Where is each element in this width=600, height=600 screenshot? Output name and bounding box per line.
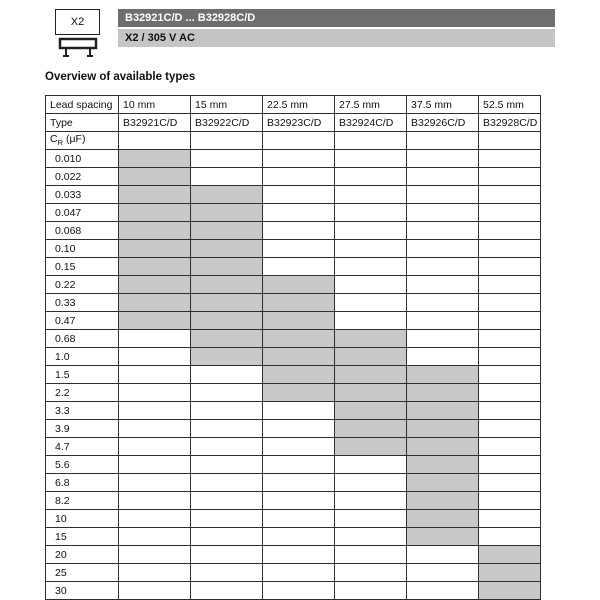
capacitance-label: 8.2 — [46, 492, 119, 510]
availability-cell-blank — [335, 186, 407, 204]
availability-cell-blank — [263, 510, 335, 528]
availability-cell-blank — [479, 474, 541, 492]
capacitance-label: 0.033 — [46, 186, 119, 204]
cr-header-row — [46, 132, 541, 150]
availability-cell-shaded — [191, 312, 263, 330]
availability-cell-blank — [263, 240, 335, 258]
availability-cell-shaded — [407, 366, 479, 384]
availability-cell-shaded — [263, 276, 335, 294]
table-row — [46, 150, 541, 168]
availability-cell-blank — [191, 420, 263, 438]
table-row — [46, 240, 541, 258]
x2-class-badge — [55, 9, 100, 35]
availability-cell-blank — [335, 474, 407, 492]
availability-cell-blank — [479, 240, 541, 258]
availability-cell-blank — [335, 546, 407, 564]
blank-cell — [335, 132, 407, 150]
capacitance-label: 30 — [46, 582, 119, 600]
table-row — [46, 510, 541, 528]
availability-cell-blank — [335, 456, 407, 474]
part-range-bar: B32921C/D ... B32928C/D — [118, 9, 555, 27]
availability-cell-blank — [407, 258, 479, 276]
availability-cell-shaded — [407, 528, 479, 546]
availability-cell-blank — [335, 168, 407, 186]
table-row — [46, 582, 541, 600]
availability-cell-shaded — [191, 204, 263, 222]
availability-cell-blank — [335, 204, 407, 222]
availability-cell-shaded — [335, 402, 407, 420]
availability-cell-blank — [191, 546, 263, 564]
blank-cell — [119, 132, 191, 150]
cr-symbol: C — [50, 133, 58, 146]
type-value-cell: B32924C/D — [335, 114, 407, 132]
availability-cell-shaded — [335, 330, 407, 348]
availability-cell-blank — [407, 240, 479, 258]
availability-cell-blank — [407, 186, 479, 204]
availability-cell-shaded — [335, 384, 407, 402]
availability-cell-blank — [479, 150, 541, 168]
capacitance-label: 2.2 — [46, 384, 119, 402]
availability-cell-blank — [263, 492, 335, 510]
capacitance-label: 0.68 — [46, 330, 119, 348]
availability-cell-blank — [335, 528, 407, 546]
type-value-cell: B32926C/D — [407, 114, 479, 132]
availability-cell-shaded — [407, 402, 479, 420]
availability-cell-blank — [479, 456, 541, 474]
table-row — [46, 474, 541, 492]
availability-cell-shaded — [407, 384, 479, 402]
availability-cell-blank — [119, 402, 191, 420]
availability-cell-shaded — [191, 258, 263, 276]
cr-subscript: R — [57, 138, 64, 148]
availability-cell-blank — [407, 294, 479, 312]
capacitance-label: 1.5 — [46, 366, 119, 384]
availability-cell-blank — [263, 564, 335, 582]
availability-cell-blank — [407, 204, 479, 222]
availability-cell-blank — [479, 330, 541, 348]
availability-cell-blank — [407, 168, 479, 186]
availability-cell-blank — [119, 528, 191, 546]
lead-spacing-value-cell: 10 mm — [119, 96, 191, 114]
table-row — [46, 204, 541, 222]
availability-cell-blank — [119, 330, 191, 348]
availability-cell-blank — [335, 312, 407, 330]
availability-cell-shaded — [263, 366, 335, 384]
availability-cell-blank — [479, 402, 541, 420]
availability-cell-shaded — [335, 348, 407, 366]
availability-cell-blank — [407, 276, 479, 294]
availability-cell-blank — [479, 312, 541, 330]
cr-unit: (μF) — [66, 133, 86, 146]
availability-cell-blank — [191, 564, 263, 582]
availability-cell-blank — [479, 168, 541, 186]
availability-cell-shaded — [407, 510, 479, 528]
table-row — [46, 186, 541, 204]
availability-cell-shaded — [191, 348, 263, 366]
availability-cell-shaded — [191, 240, 263, 258]
availability-cell-blank — [335, 582, 407, 600]
availability-cell-shaded — [191, 186, 263, 204]
table-row — [46, 366, 541, 384]
availability-cell-blank — [335, 150, 407, 168]
availability-cell-blank — [263, 420, 335, 438]
availability-cell-blank — [407, 150, 479, 168]
availability-cell-shaded — [263, 312, 335, 330]
availability-cell-blank — [191, 474, 263, 492]
availability-cell-blank — [191, 582, 263, 600]
availability-cell-shaded — [479, 546, 541, 564]
availability-cell-blank — [263, 258, 335, 276]
table-row — [46, 258, 541, 276]
availability-cell-shaded — [119, 222, 191, 240]
availability-cell-blank — [479, 258, 541, 276]
availability-cell-blank — [191, 438, 263, 456]
availability-cell-blank — [119, 582, 191, 600]
availability-cell-blank — [191, 510, 263, 528]
availability-cell-shaded — [119, 276, 191, 294]
availability-cell-blank — [263, 186, 335, 204]
availability-cell-blank — [263, 402, 335, 420]
table-row — [46, 438, 541, 456]
availability-cell-shaded — [479, 564, 541, 582]
availability-cell-blank — [335, 222, 407, 240]
availability-cell-blank — [479, 492, 541, 510]
availability-cell-blank — [191, 402, 263, 420]
type-value-cell: B32922C/D — [191, 114, 263, 132]
availability-cell-blank — [119, 564, 191, 582]
availability-cell-blank — [119, 474, 191, 492]
table-row — [46, 168, 541, 186]
table-row — [46, 384, 541, 402]
type-value-cell: B32928C/D — [479, 114, 541, 132]
table-row — [46, 564, 541, 582]
table-row — [46, 492, 541, 510]
lead-spacing-value-cell: 22.5 mm — [263, 96, 335, 114]
availability-cell-blank — [263, 222, 335, 240]
availability-cell-blank — [479, 294, 541, 312]
availability-cell-blank — [263, 438, 335, 456]
availability-cell-blank — [263, 582, 335, 600]
availability-cell-blank — [191, 492, 263, 510]
availability-cell-blank — [479, 204, 541, 222]
type-header-cell: Type — [46, 114, 119, 132]
availability-cell-blank — [479, 528, 541, 546]
capacitance-label: 0.10 — [46, 240, 119, 258]
type-value-cell: B32923C/D — [263, 114, 335, 132]
availability-cell-blank — [407, 582, 479, 600]
availability-cell-blank — [407, 348, 479, 366]
availability-cell-blank — [119, 492, 191, 510]
availability-cell-blank — [407, 312, 479, 330]
blank-cell — [479, 132, 541, 150]
availability-cell-blank — [191, 150, 263, 168]
table-row — [46, 456, 541, 474]
availability-cell-blank — [479, 384, 541, 402]
blank-cell — [263, 132, 335, 150]
availability-cell-blank — [335, 294, 407, 312]
capacitance-label: 0.047 — [46, 204, 119, 222]
availability-cell-shaded — [263, 348, 335, 366]
availability-cell-shaded — [407, 474, 479, 492]
availability-cell-blank — [335, 240, 407, 258]
capacitance-label: 4.7 — [46, 438, 119, 456]
x2-class-label: X2 — [70, 16, 85, 28]
table-row — [46, 312, 541, 330]
availability-cell-shaded — [407, 438, 479, 456]
capacitance-label: 3.9 — [46, 420, 119, 438]
availability-cell-blank — [479, 420, 541, 438]
table-row — [46, 420, 541, 438]
capacitance-label: 0.15 — [46, 258, 119, 276]
table-row — [46, 348, 541, 366]
availability-cell-shaded — [407, 492, 479, 510]
capacitance-label: 0.022 — [46, 168, 119, 186]
availability-cell-blank — [407, 222, 479, 240]
cr-header-cell — [46, 132, 119, 150]
availability-cell-shaded — [479, 582, 541, 600]
availability-cell-blank — [335, 492, 407, 510]
table-row — [46, 222, 541, 240]
availability-cell-blank — [479, 366, 541, 384]
availability-cell-shaded — [407, 456, 479, 474]
capacitance-label: 0.010 — [46, 150, 119, 168]
availability-cell-blank — [119, 420, 191, 438]
availability-cell-shaded — [335, 366, 407, 384]
availability-cell-blank — [263, 456, 335, 474]
type-header-row — [46, 114, 541, 132]
availability-cell-shaded — [263, 330, 335, 348]
table-row — [46, 294, 541, 312]
availability-cell-shaded — [119, 186, 191, 204]
availability-cell-blank — [119, 384, 191, 402]
capacitance-label: 10 — [46, 510, 119, 528]
availability-cell-blank — [335, 564, 407, 582]
availability-cell-shaded — [119, 312, 191, 330]
availability-cell-blank — [191, 366, 263, 384]
availability-cell-blank — [479, 276, 541, 294]
availability-cell-blank — [119, 348, 191, 366]
availability-rows — [46, 150, 541, 600]
availability-cell-blank — [479, 348, 541, 366]
availability-cell-shaded — [335, 420, 407, 438]
table-row — [46, 276, 541, 294]
availability-cell-blank — [407, 564, 479, 582]
availability-cell-shaded — [263, 384, 335, 402]
availability-cell-blank — [335, 276, 407, 294]
availability-cell-shaded — [191, 330, 263, 348]
availability-cell-blank — [263, 150, 335, 168]
type-value-cell: B32921C/D — [119, 114, 191, 132]
capacitance-label: 1.0 — [46, 348, 119, 366]
capacitance-label: 3.3 — [46, 402, 119, 420]
capacitance-label: 0.22 — [46, 276, 119, 294]
capacitance-label: 20 — [46, 546, 119, 564]
availability-cell-shaded — [119, 240, 191, 258]
availability-cell-blank — [191, 456, 263, 474]
availability-cell-blank — [263, 204, 335, 222]
section-heading: Overview of available types — [45, 71, 196, 83]
availability-cell-shaded — [191, 294, 263, 312]
availability-cell-blank — [119, 438, 191, 456]
availability-cell-blank — [119, 366, 191, 384]
availability-cell-shaded — [407, 420, 479, 438]
overview-table — [45, 95, 541, 600]
table-row — [46, 402, 541, 420]
availability-cell-shaded — [335, 438, 407, 456]
availability-cell-shaded — [191, 276, 263, 294]
availability-cell-blank — [119, 510, 191, 528]
availability-cell-blank — [479, 438, 541, 456]
table-row — [46, 546, 541, 564]
availability-cell-blank — [119, 456, 191, 474]
capacitance-label: 6.8 — [46, 474, 119, 492]
capacitance-label: 0.068 — [46, 222, 119, 240]
lead-spacing-value-cell: 37.5 mm — [407, 96, 479, 114]
availability-cell-shaded — [119, 204, 191, 222]
availability-cell-blank — [191, 384, 263, 402]
availability-cell-blank — [263, 528, 335, 546]
availability-cell-blank — [335, 258, 407, 276]
table-row — [46, 528, 541, 546]
availability-cell-blank — [479, 510, 541, 528]
blank-cell — [407, 132, 479, 150]
table-row — [46, 330, 541, 348]
availability-cell-shaded — [119, 168, 191, 186]
availability-cell-shaded — [191, 222, 263, 240]
capacitance-label: 25 — [46, 564, 119, 582]
availability-cell-blank — [407, 330, 479, 348]
availability-cell-shaded — [263, 294, 335, 312]
availability-cell-blank — [407, 546, 479, 564]
availability-cell-blank — [263, 546, 335, 564]
capacitance-label: 15 — [46, 528, 119, 546]
capacitance-label: 0.33 — [46, 294, 119, 312]
lead-spacing-header-cell: Lead spacing — [46, 96, 119, 114]
availability-cell-blank — [191, 528, 263, 546]
blank-cell — [191, 132, 263, 150]
lead-spacing-value-cell: 52.5 mm — [479, 96, 541, 114]
availability-cell-blank — [263, 168, 335, 186]
availability-cell-blank — [479, 186, 541, 204]
lead-spacing-value-cell: 27.5 mm — [335, 96, 407, 114]
availability-cell-blank — [119, 546, 191, 564]
voltage-class-bar: X2 / 305 V AC — [118, 29, 555, 47]
lead-spacing-header-row — [46, 96, 541, 114]
availability-cell-shaded — [119, 258, 191, 276]
lead-spacing-value-cell: 15 mm — [191, 96, 263, 114]
capacitor-icon — [57, 37, 99, 61]
availability-cell-shaded — [119, 150, 191, 168]
availability-cell-shaded — [119, 294, 191, 312]
capacitance-label: 5.6 — [46, 456, 119, 474]
capacitance-label: 0.47 — [46, 312, 119, 330]
availability-cell-blank — [263, 474, 335, 492]
availability-cell-blank — [191, 168, 263, 186]
availability-cell-blank — [335, 510, 407, 528]
availability-cell-blank — [479, 222, 541, 240]
